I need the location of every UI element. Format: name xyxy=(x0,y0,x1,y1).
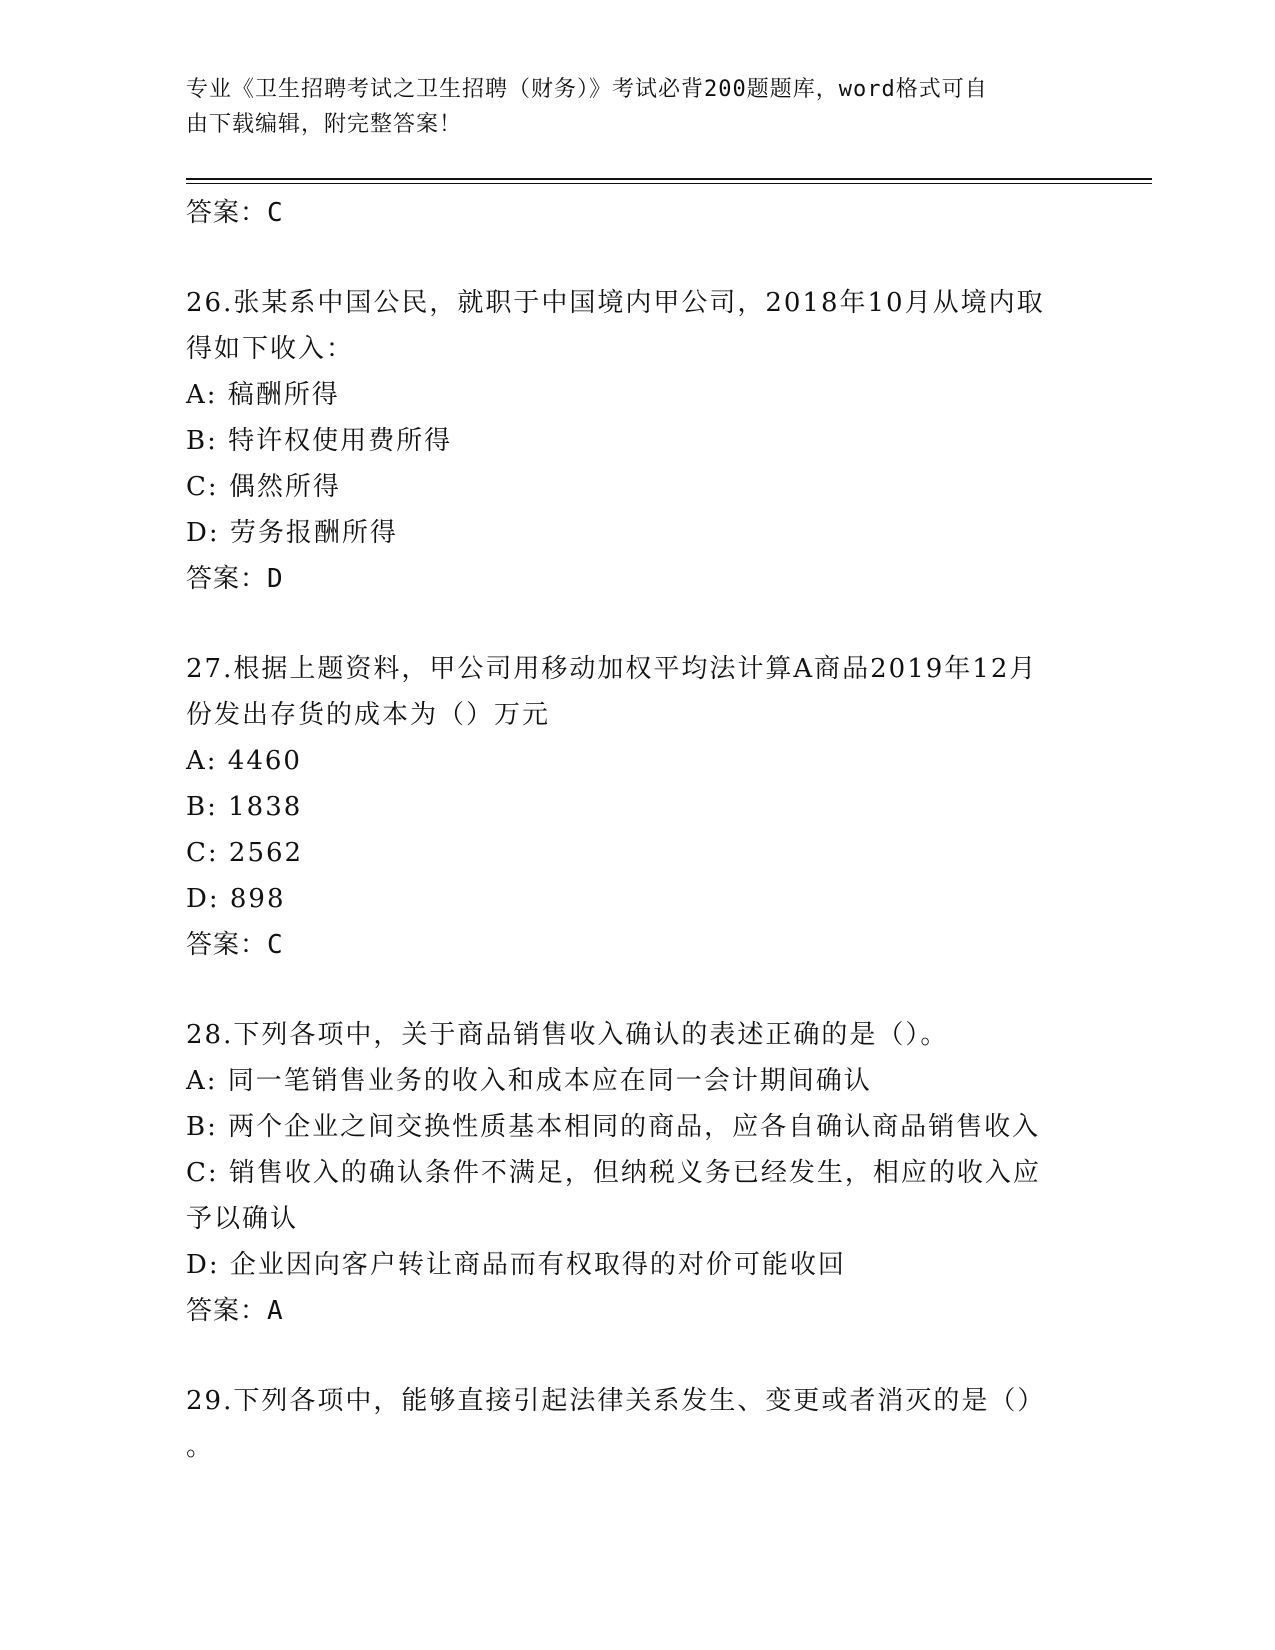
page-header xyxy=(186,72,1066,142)
question-27 xyxy=(186,646,1086,968)
option-b: B: 1838 xyxy=(186,792,303,822)
question-29 xyxy=(186,1378,1086,1470)
option-d: D: 898 xyxy=(186,884,286,914)
question-26 xyxy=(186,280,1086,602)
answer: 答案：A xyxy=(186,1296,284,1326)
answer: 答案：C xyxy=(186,930,284,960)
question-stem-cont: 。 xyxy=(186,1432,215,1462)
header-divider-thin xyxy=(186,183,1152,184)
option-b: B: 特许权使用费所得 xyxy=(186,426,453,456)
option-c: C: 销售收入的确认条件不满足，但纳税义务已经发生，相应的收入应 xyxy=(186,1158,1041,1188)
question-stem: 27.根据上题资料，甲公司用移动加权平均法计算A商品2019年12月 xyxy=(186,654,1038,684)
answer: 答案：D xyxy=(186,564,284,594)
option-c-cont: 予以确认 xyxy=(186,1204,299,1234)
option-a: A: 稿酬所得 xyxy=(186,380,340,410)
option-a: A: 同一笔销售业务的收入和成本应在同一会计期间确认 xyxy=(186,1066,872,1096)
question-stem: 26.张某系中国公民，就职于中国境内甲公司，2018年10月从境内取 xyxy=(186,288,1045,318)
header-text-line-2: 由下载编辑，附完整答案！ xyxy=(186,112,463,137)
question-28 xyxy=(186,1012,1086,1334)
option-a: A: 4460 xyxy=(186,746,302,776)
option-d: D: 企业因向客户转让商品而有权取得的对价可能收回 xyxy=(186,1250,846,1280)
option-c: C: 2562 xyxy=(186,838,304,868)
option-d: D: 劳务报酬所得 xyxy=(186,518,398,548)
header-divider-thick xyxy=(186,178,1152,180)
header-text-line-1: 专业《卫生招聘考试之卫生招聘（财务）》考试必背200题题库，word格式可自 xyxy=(186,77,988,102)
question-stem: 28.下列各项中，关于商品销售收入确认的表述正确的是（）。 xyxy=(186,1020,949,1050)
option-b: B: 两个企业之间交换性质基本相同的商品，应各自确认商品销售收入 xyxy=(186,1112,1041,1142)
question-stem-cont: 份发出存货的成本为（）万元 xyxy=(186,700,551,730)
question-stem: 29.下列各项中，能够直接引起法律关系发生、变更或者消灭的是（） xyxy=(186,1386,1046,1416)
question-stem-cont: 得如下收入： xyxy=(186,334,355,364)
previous-answer: 答案：C xyxy=(186,198,284,228)
question-list xyxy=(186,190,1086,1470)
option-c: C: 偶然所得 xyxy=(186,472,341,502)
